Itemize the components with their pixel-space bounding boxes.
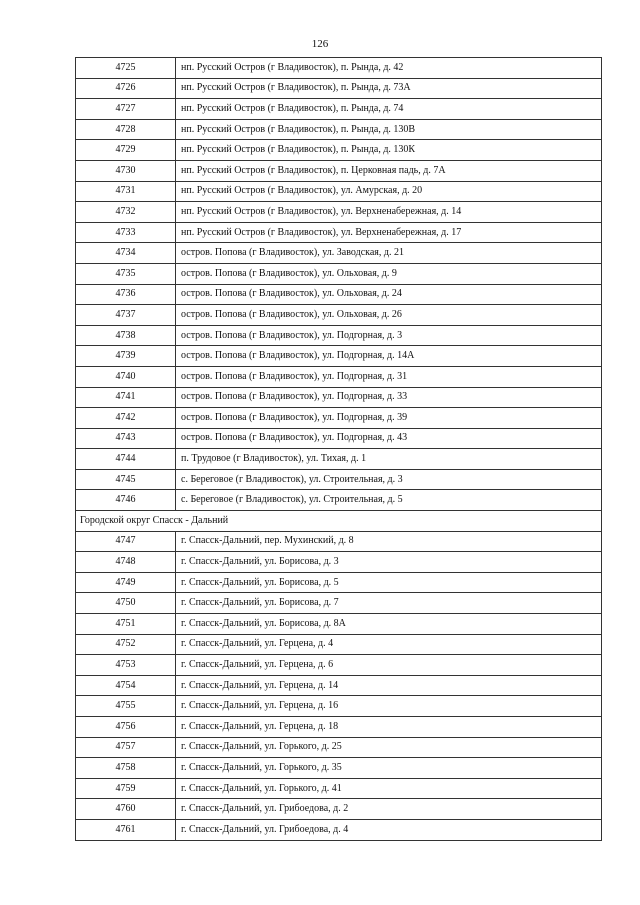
row-number: 4747 [76, 531, 176, 552]
row-address: г. Спасск-Дальний, ул. Горького, д. 35 [176, 758, 602, 779]
row-address: остров. Попова (г Владивосток), ул. Подгорная, д. 31 [176, 366, 602, 387]
row-address: нп. Русский Остров (г Владивосток), п. Рында, д. 130К [176, 140, 602, 161]
table-row [76, 552, 602, 573]
table-row [76, 181, 602, 202]
table-row [76, 449, 602, 470]
row-number: 4726 [76, 78, 176, 99]
row-number: 4752 [76, 634, 176, 655]
row-number: 4743 [76, 428, 176, 449]
table-row [76, 387, 602, 408]
row-address: г. Спасск-Дальний, пер. Мухинский, д. 8 [176, 531, 602, 552]
row-number: 4735 [76, 263, 176, 284]
row-number: 4756 [76, 717, 176, 738]
row-number: 4729 [76, 140, 176, 161]
row-number: 4759 [76, 778, 176, 799]
table-row [76, 572, 602, 593]
table-row [76, 263, 602, 284]
row-address: г. Спасск-Дальний, ул. Борисова, д. 7 [176, 593, 602, 614]
table-row [76, 99, 602, 120]
table-row [76, 140, 602, 161]
row-address: г. Спасск-Дальний, ул. Герцена, д. 14 [176, 675, 602, 696]
row-number: 4732 [76, 202, 176, 223]
row-number: 4748 [76, 552, 176, 573]
table-row [76, 428, 602, 449]
section-title: Городской округ Спасск - Дальний [76, 511, 602, 532]
table-row [76, 160, 602, 181]
row-number: 4734 [76, 243, 176, 264]
table-row [76, 346, 602, 367]
table-row [76, 119, 602, 140]
table-row [76, 696, 602, 717]
table-row [76, 305, 602, 326]
table-row [76, 243, 602, 264]
row-address: остров. Попова (г Владивосток), ул. Заводская, д. 21 [176, 243, 602, 264]
row-number: 4736 [76, 284, 176, 305]
row-number: 4730 [76, 160, 176, 181]
row-address: остров. Попова (г Владивосток), ул. Подгорная, д. 14А [176, 346, 602, 367]
row-number: 4761 [76, 819, 176, 840]
table-row [76, 758, 602, 779]
row-address: с. Береговое (г Владивосток), ул. Строительная, д. 5 [176, 490, 602, 511]
row-address: г. Спасск-Дальний, ул. Герцена, д. 16 [176, 696, 602, 717]
table-row [76, 202, 602, 223]
row-address: г. Спасск-Дальний, ул. Борисова, д. 8А [176, 614, 602, 635]
table-row [76, 222, 602, 243]
row-number: 4755 [76, 696, 176, 717]
table-row [76, 675, 602, 696]
table-row [76, 737, 602, 758]
row-address: г. Спасск-Дальний, ул. Борисова, д. 3 [176, 552, 602, 573]
table-row [76, 531, 602, 552]
row-address: г. Спасск-Дальний, ул. Герцена, д. 18 [176, 717, 602, 738]
row-address: нп. Русский Остров (г Владивосток), ул. Верхненабережная, д. 14 [176, 202, 602, 223]
row-number: 4727 [76, 99, 176, 120]
address-table [75, 57, 602, 841]
row-address: нп. Русский Остров (г Владивосток), п. Рында, д. 74 [176, 99, 602, 120]
row-number: 4741 [76, 387, 176, 408]
address-table-body [76, 58, 602, 841]
table-row [76, 819, 602, 840]
row-address: г. Спасск-Дальний, ул. Герцена, д. 6 [176, 655, 602, 676]
row-number: 4745 [76, 469, 176, 490]
table-row [76, 325, 602, 346]
table-row [76, 58, 602, 79]
table-row [76, 655, 602, 676]
table-row [76, 717, 602, 738]
table-row [76, 284, 602, 305]
row-number: 4760 [76, 799, 176, 820]
row-address: остров. Попова (г Владивосток), ул. Подгорная, д. 43 [176, 428, 602, 449]
row-number: 4749 [76, 572, 176, 593]
row-number: 4740 [76, 366, 176, 387]
row-number: 4758 [76, 758, 176, 779]
row-number: 4757 [76, 737, 176, 758]
row-number: 4753 [76, 655, 176, 676]
row-address: остров. Попова (г Владивосток), ул. Подгорная, д. 39 [176, 408, 602, 429]
row-address: г. Спасск-Дальний, ул. Горького, д. 25 [176, 737, 602, 758]
row-address: остров. Попова (г Владивосток), ул. Ольховая, д. 26 [176, 305, 602, 326]
row-number: 4754 [76, 675, 176, 696]
row-address: остров. Попова (г Владивосток), ул. Подгорная, д. 3 [176, 325, 602, 346]
row-number: 4725 [76, 58, 176, 79]
table-row [76, 366, 602, 387]
row-number: 4738 [76, 325, 176, 346]
row-address: остров. Попова (г Владивосток), ул. Ольховая, д. 24 [176, 284, 602, 305]
row-address: г. Спасск-Дальний, ул. Горького, д. 41 [176, 778, 602, 799]
row-address: остров. Попова (г Владивосток), ул. Ольховая, д. 9 [176, 263, 602, 284]
table-row [76, 490, 602, 511]
row-address: с. Береговое (г Владивосток), ул. Строительная, д. 3 [176, 469, 602, 490]
table-row [76, 408, 602, 429]
row-address: нп. Русский Остров (г Владивосток), п. Рында, д. 130В [176, 119, 602, 140]
page-number: 126 [311, 38, 329, 50]
table-row [76, 593, 602, 614]
row-number: 4751 [76, 614, 176, 635]
row-number: 4728 [76, 119, 176, 140]
row-number: 4742 [76, 408, 176, 429]
row-number: 4746 [76, 490, 176, 511]
row-number: 4733 [76, 222, 176, 243]
table-row [76, 469, 602, 490]
row-address: нп. Русский Остров (г Владивосток), п. Церковная падь, д. 7А [176, 160, 602, 181]
table-row [76, 799, 602, 820]
row-address: остров. Попова (г Владивосток), ул. Подгорная, д. 33 [176, 387, 602, 408]
row-address: г. Спасск-Дальний, ул. Герцена, д. 4 [176, 634, 602, 655]
row-address: нп. Русский Остров (г Владивосток), п. Рында, д. 42 [176, 58, 602, 79]
table-row [76, 614, 602, 635]
row-address: г. Спасск-Дальний, ул. Грибоедова, д. 4 [176, 819, 602, 840]
row-number: 4731 [76, 181, 176, 202]
row-address: нп. Русский Остров (г Владивосток), ул. Амурская, д. 20 [176, 181, 602, 202]
row-address: нп. Русский Остров (г Владивосток), ул. Верхненабережная, д. 17 [176, 222, 602, 243]
table-row [76, 634, 602, 655]
row-address: г. Спасск-Дальний, ул. Грибоедова, д. 2 [176, 799, 602, 820]
row-address: нп. Русский Остров (г Владивосток), п. Рында, д. 73А [176, 78, 602, 99]
row-number: 4744 [76, 449, 176, 470]
row-number: 4750 [76, 593, 176, 614]
section-row [76, 511, 602, 532]
row-address: п. Трудовое (г Владивосток), ул. Тихая, д. 1 [176, 449, 602, 470]
table-row [76, 78, 602, 99]
row-address: г. Спасск-Дальний, ул. Борисова, д. 5 [176, 572, 602, 593]
table-row [76, 778, 602, 799]
row-number: 4739 [76, 346, 176, 367]
row-number: 4737 [76, 305, 176, 326]
